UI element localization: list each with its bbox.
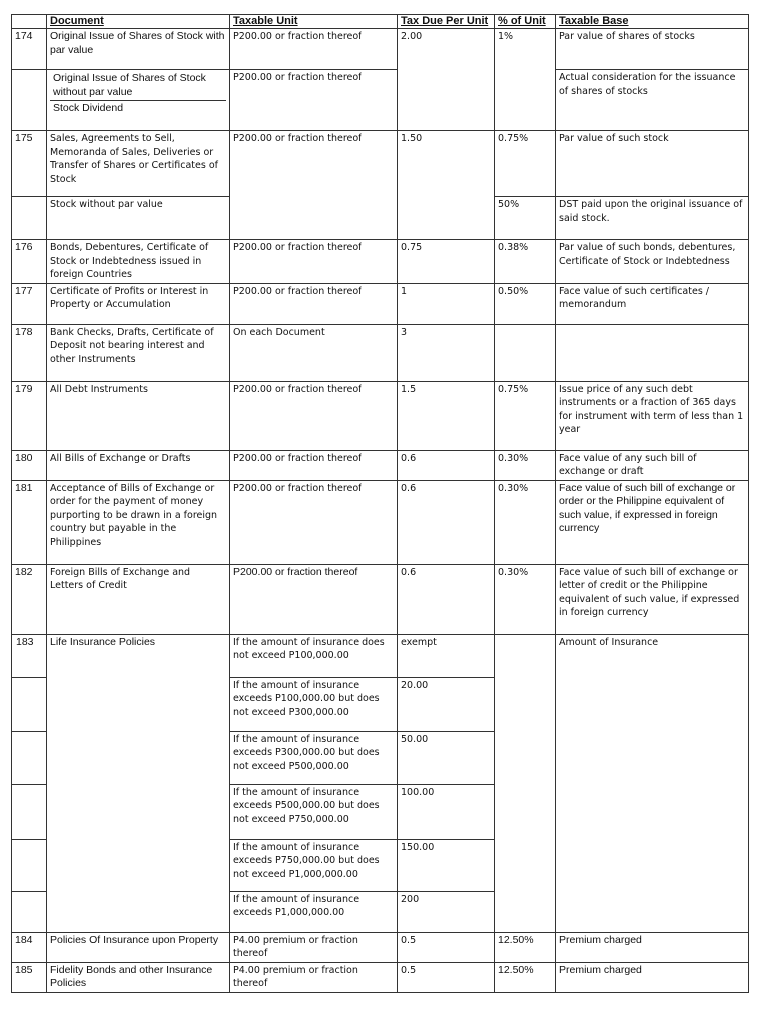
taxable-unit-cell: P200.00 or fraction thereof [230, 564, 398, 634]
taxable-unit-cell: P4.00 premium or fraction thereof [230, 962, 398, 992]
percent-cell [495, 634, 556, 932]
document-cell: Foreign Bills of Exchange and Letters of Credit [47, 564, 230, 634]
table-row-178 [12, 324, 749, 381]
document-cell: Life Insurance Policies [47, 634, 230, 932]
row-number: 176 [12, 240, 47, 284]
taxable-base-cell: Par value of such bonds, debentures, Certificate of Stock or Indebtedness [556, 240, 749, 284]
document-cell: Acceptance of Bills of Exchange or order for the payment of money purporting to be drawn in a foreign country but payable in the Philippines [47, 480, 230, 564]
document-cell: Bonds, Debentures, Certificate of Stock or Indebtedness issued in foreign Countries [47, 240, 230, 284]
taxable-unit-cell: P200.00 or fraction thereof [230, 450, 398, 480]
document-without-par: Original Issue of Shares of Stock without par value [50, 71, 226, 101]
table-row-174-without-par [12, 70, 749, 131]
row-number: 178 [12, 324, 47, 381]
row-number: 177 [12, 283, 47, 324]
taxable-unit-cell: If the amount of insurance exceeds P500,000.00 but does not exceed P750,000.00 [230, 784, 398, 839]
percent-cell: 0.75% [495, 131, 556, 197]
percent-cell: 0.30% [495, 564, 556, 634]
taxable-unit-cell: P200.00 or fraction thereof [230, 381, 398, 450]
row-number: 181 [12, 480, 47, 564]
taxable-base-cell: Premium charged [556, 962, 749, 992]
tax-due-cell: exempt [398, 634, 495, 677]
row-number: 180 [12, 450, 47, 480]
table-row-175 [12, 131, 749, 197]
row-number [12, 677, 47, 731]
header-document: Document [47, 15, 230, 29]
taxable-unit-cell: P200.00 or fraction thereof [230, 70, 398, 131]
taxable-base-cell: Par value of such stock [556, 131, 749, 197]
header-number [12, 15, 47, 29]
tax-due-cell: 0.5 [398, 962, 495, 992]
tax-due-cell: 0.75 [398, 240, 495, 284]
percent-cell: 0.75% [495, 381, 556, 450]
taxable-base-cell: Premium charged [556, 932, 749, 962]
taxable-unit-cell: P200.00 or fraction thereof [230, 131, 398, 240]
table-row-182 [12, 564, 749, 634]
taxable-base-cell: Amount of Insurance [556, 634, 749, 932]
tax-due-cell: 20.00 [398, 677, 495, 731]
taxable-base-cell: DST paid upon the original issuance of said stock. [556, 197, 749, 240]
tax-due-cell: 1.50 [398, 131, 495, 240]
table-row-179 [12, 381, 749, 450]
row-number: 179 [12, 381, 47, 450]
taxable-unit-cell: If the amount of insurance exceeds P1,000,000.00 [230, 891, 398, 932]
tax-due-cell: 0.5 [398, 932, 495, 962]
row-number: 183 [12, 634, 47, 677]
header-taxable-base: Taxable Base [556, 15, 749, 29]
row-number [12, 891, 47, 932]
table-row-184 [12, 932, 749, 962]
tax-due-cell: 1.5 [398, 381, 495, 450]
header-percent-unit: % of Unit [495, 15, 556, 29]
taxable-unit-cell: P200.00 or fraction thereof [230, 29, 398, 70]
row-number [12, 839, 47, 891]
document-cell: Policies Of Insurance upon Property [47, 932, 230, 962]
taxable-unit-cell: If the amount of insurance exceeds P750,000.00 but does not exceed P1,000,000.00 [230, 839, 398, 891]
table-row-181 [12, 480, 749, 564]
table-row-176 [12, 240, 749, 284]
row-number: 174 [12, 29, 47, 70]
header-taxable-unit: Taxable Unit [230, 15, 398, 29]
tax-due-cell: 50.00 [398, 731, 495, 784]
header-tax-due: Tax Due Per Unit [398, 15, 495, 29]
taxable-unit-cell: P200.00 or fraction thereof [230, 283, 398, 324]
table-row-183-tier-1 [12, 634, 749, 677]
table-row-177 [12, 283, 749, 324]
document-cell: Stock without par value [47, 197, 230, 240]
percent-cell: 0.38% [495, 240, 556, 284]
tax-due-cell: 0.6 [398, 564, 495, 634]
document-stock-dividend: Stock Dividend [53, 102, 124, 114]
header-row [12, 15, 749, 29]
taxable-unit-cell: On each Document [230, 324, 398, 381]
taxable-unit-cell: If the amount of insurance exceeds P100,000.00 but does not exceed P300,000.00 [230, 677, 398, 731]
tax-due-cell: 2.00 [398, 29, 495, 131]
tax-due-cell: 200 [398, 891, 495, 932]
table-row-174 [12, 29, 749, 70]
taxable-unit-cell: P200.00 or fraction thereof [230, 480, 398, 564]
taxable-base-cell: Face value of such bill of exchange or order or the Philippine equivalent of such value, if expressed in foreign currency [556, 480, 749, 564]
tax-due-cell: 150.00 [398, 839, 495, 891]
row-number: 182 [12, 564, 47, 634]
row-number [12, 197, 47, 240]
tax-due-cell: 100.00 [398, 784, 495, 839]
percent-cell: 0.30% [495, 480, 556, 564]
table-row-180 [12, 450, 749, 480]
percent-cell: 12.50% [495, 932, 556, 962]
taxable-base-cell: Face value of such bill of exchange or letter of credit or the Philippine equivalent of such value, if expressed in foreign currency [556, 564, 749, 634]
tax-due-cell: 1 [398, 283, 495, 324]
taxable-unit-cell: P4.00 premium or fraction thereof [230, 932, 398, 962]
row-number: 185 [12, 962, 47, 992]
taxable-unit-cell: If the amount of insurance exceeds P300,000.00 but does not exceed P500,000.00 [230, 731, 398, 784]
taxable-base-cell: Issue price of any such debt instruments or a fraction of 365 days for instrument with term of less than 1 year [556, 381, 749, 450]
percent-cell [495, 324, 556, 381]
tax-due-cell: 3 [398, 324, 495, 381]
tax-due-cell: 0.6 [398, 480, 495, 564]
percent-cell: 12.50% [495, 962, 556, 992]
document-cell [47, 70, 230, 131]
taxable-base-cell: Par value of shares of stocks [556, 29, 749, 70]
taxable-unit-cell: If the amount of insurance does not exceed P100,000.00 [230, 634, 398, 677]
document-cell: Sales, Agreements to Sell, Memoranda of Sales, Deliveries or Transfer of Shares or Certificates of Stock [47, 131, 230, 197]
percent-cell: 0.30% [495, 450, 556, 480]
document-cell: All Debt Instruments [47, 381, 230, 450]
taxable-base-cell: Actual consideration for the issuance of shares of stocks [556, 70, 749, 131]
taxable-base-cell: Face value of any such bill of exchange or draft [556, 450, 749, 480]
row-number [12, 731, 47, 784]
document-cell: Original Issue of Shares of Stock with par value [47, 29, 230, 70]
document-cell: Certificate of Profits or Interest in Property or Accumulation [47, 283, 230, 324]
percent-cell: 0.50% [495, 283, 556, 324]
row-number: 175 [12, 131, 47, 197]
document-cell: Fidelity Bonds and other Insurance Policies [47, 962, 230, 992]
percent-cell: 50% [495, 197, 556, 240]
row-number [12, 70, 47, 131]
tax-due-cell: 0.6 [398, 450, 495, 480]
row-number [12, 784, 47, 839]
document-cell: Bank Checks, Drafts, Certificate of Deposit not bearing interest and other Instruments [47, 324, 230, 381]
table-row-185 [12, 962, 749, 992]
document-cell: All Bills of Exchange or Drafts [47, 450, 230, 480]
row-number: 184 [12, 932, 47, 962]
taxable-unit-cell: P200.00 or fraction thereof [230, 240, 398, 284]
taxable-base-cell [556, 324, 749, 381]
percent-cell: 1% [495, 29, 556, 131]
dst-rates-table [11, 14, 749, 993]
taxable-base-cell: Face value of such certificates / memorandum [556, 283, 749, 324]
